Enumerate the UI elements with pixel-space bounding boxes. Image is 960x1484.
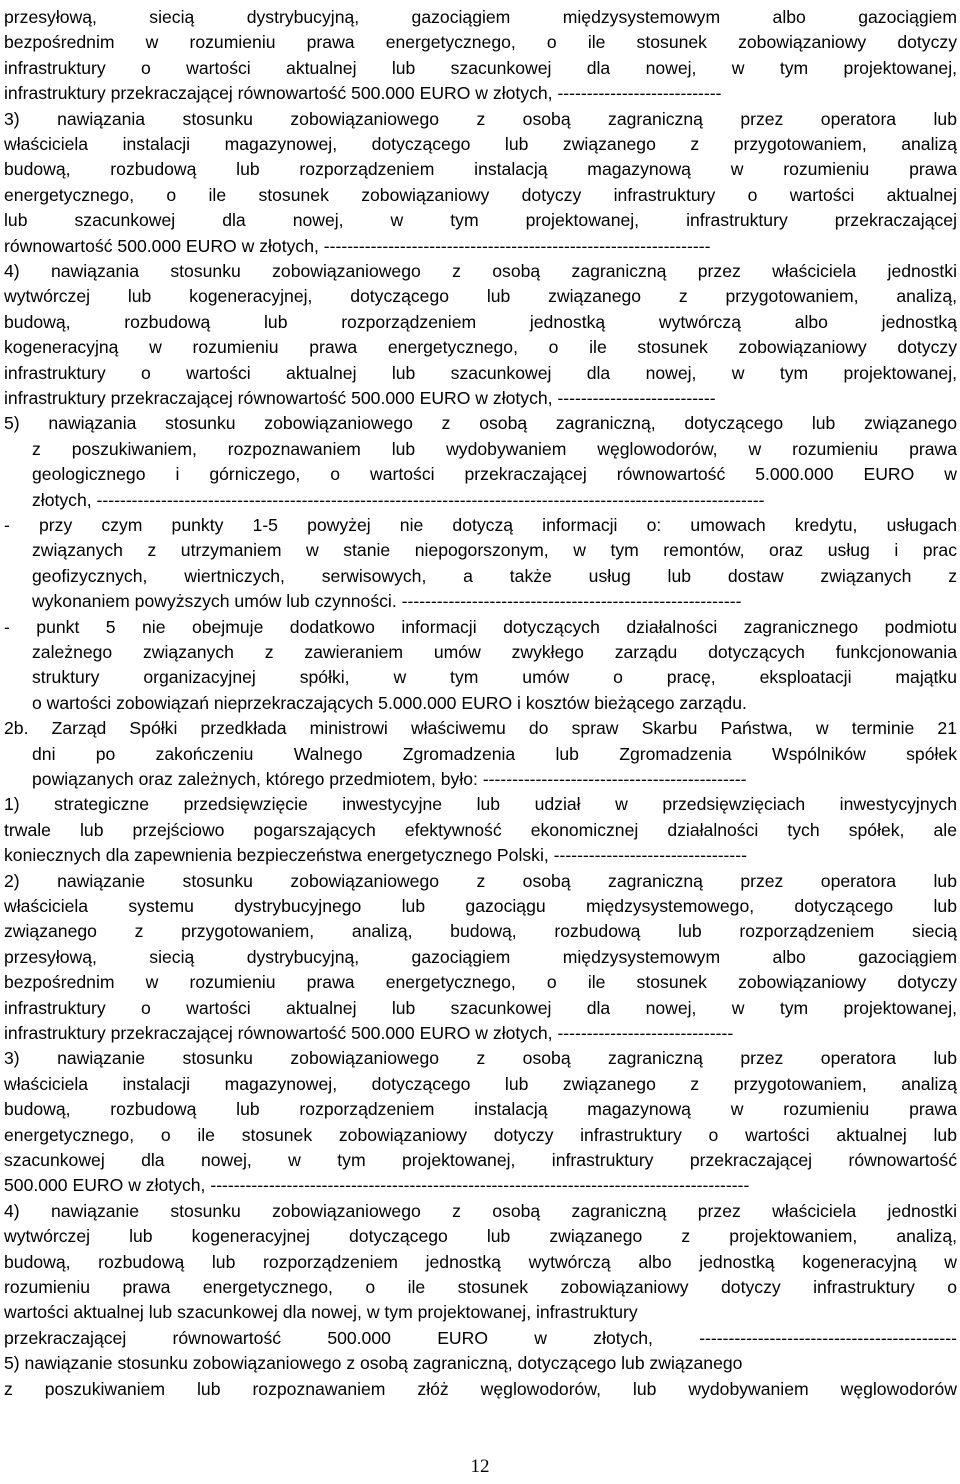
text-line: 500.000 EURO w złotych, -------------------------------------------------------------------------------------------- <box>4 1175 750 1196</box>
text-line: wartości aktualnej lub szacunkowej dla nowej, w tym projektowanej, infrastruktury <box>4 1302 638 1323</box>
text-line: dni po zakończeniu Walnego Zgromadzenia lub Zgromadzenia Wspólników spółek <box>32 743 957 764</box>
text-line: budową, rozbudową lub rozporządzeniem instalacją magazynową w rozumieniu prawa <box>4 1099 957 1120</box>
text-line: trwale lub przejściowo pogarszających efektywność ekonomicznej działalności tych spółek, ale <box>4 819 957 840</box>
text-line: budową, rozbudową lub rozporządzeniem instalacją magazynową w rozumieniu prawa <box>4 159 957 180</box>
text-line: infrastruktury przekraczającej równowartość 500.000 EURO w złotych, ---------------------------- <box>4 83 722 104</box>
text-line: właściciela instalacji magazynowej, dotyczącego lub związanego z przygotowaniem, analizą <box>4 1073 957 1094</box>
text-line: 3) nawiązania stosunku zobowiązaniowego z osobą zagraniczną przez operatora lub <box>4 108 957 129</box>
text-line: złotych, ------------------------------------------------------------------------------------------------------------------ <box>32 489 765 510</box>
text-line: 4) nawiązanie stosunku zobowiązaniowego z osobą zagraniczną przez właściciela jednostki <box>4 1200 957 1221</box>
text-line: - przy czym punkty 1-5 powyżej nie dotyczą informacji o: umowach kredytu, usługach <box>4 515 957 535</box>
text-line: przekraczającej równowartość 500.000 EURO w złotych, -------------------------------------------- <box>4 1327 957 1348</box>
text-line: powiązanych oraz zależnych, którego przedmiotem, było: --------------------------------------------- <box>32 769 747 789</box>
text-line: z poszukiwaniem lub rozpoznawaniem złóż węglowodorów, lub wydobywaniem węglowodorów <box>4 1378 957 1399</box>
text-line: infrastruktury o wartości aktualnej lub szacunkowej dla nowej, w tym projektowanej, <box>4 57 957 78</box>
text-line: bezpośrednim w rozumieniu prawa energetycznego, o ile stosunek zobowiązaniowy dotyczy <box>4 972 957 993</box>
text-line: wytwórczej lub kogeneracyjnej, dotyczącego lub związanego z przygotowaniem, analizą, <box>4 286 957 307</box>
text-line: struktury organizacyjnej spółki, w tym umów o pracę, eksploatacji majątku <box>32 667 957 688</box>
text-line: bezpośrednim w rozumieniu prawa energetycznego, o ile stosunek zobowiązaniowy dotyczy <box>4 32 957 53</box>
text-line: wykonaniem powyższych umów lub czynności. ---------------------------------------------------------- <box>32 591 742 612</box>
text-line: 2) nawiązanie stosunku zobowiązaniowego z osobą zagraniczną przez operatora lub <box>4 870 957 891</box>
text-line: kogeneracyjną w rozumieniu prawa energetycznego, o ile stosunek zobowiązaniowy dotyczy <box>4 337 957 358</box>
text-line: o wartości zobowiązań nieprzekraczających 5.000.000 EURO i kosztów bieżącego zarządu. <box>32 692 747 713</box>
text-line: związanych z utrzymaniem w stanie niepogorszonym, w tym remontów, oraz usług i prac <box>32 540 957 561</box>
text-line: z poszukiwaniem, rozpoznawaniem lub wydobywaniem węglowodorów, w rozumieniu prawa <box>32 438 957 459</box>
text-line: równowartość 500.000 EURO w złotych, ------------------------------------------------------------------ <box>4 235 711 256</box>
text-line: geofizycznych, wiertniczych, serwisowych, a także usług lub dostaw związanych z <box>32 565 957 586</box>
text-line: budową, rozbudową lub rozporządzeniem jednostką wytwórczą albo jednostką <box>4 311 957 332</box>
text-line: infrastruktury o wartości aktualnej lub szacunkowej dla nowej, w tym projektowanej, <box>4 997 957 1018</box>
text-line: zależnego związanych z zawieraniem umów zwykłego zarządu dotyczących funkcjonowania <box>32 642 957 662</box>
text-line: szacunkowej dla nowej, w tym projektowanej, infrastruktury przekraczającej równowartość <box>4 1150 957 1170</box>
text-line: infrastruktury przekraczającej równowartość 500.000 EURO w złotych, --------------------------- <box>4 388 716 408</box>
text-line: związanego z przygotowaniem, analizą, budową, rozbudową lub rozporządzeniem siecią <box>4 921 957 942</box>
text-line: 1) strategiczne przedsięwzięcie inwestycyjne lub udział w przedsięwzięciach inwestycyjnych <box>4 794 957 815</box>
text-line: lub szacunkowej dla nowej, w tym projektowanej, infrastruktury przekraczającej <box>4 210 957 231</box>
text-line: 5) nawiązanie stosunku zobowiązaniowego z osobą zagraniczną, dotyczącego lub związanego <box>4 1353 743 1374</box>
text-line: - punkt 5 nie obejmuje dodatkowo informacji dotyczących działalności zagranicznego podmiotu <box>4 616 957 637</box>
text-line: właściciela systemu dystrybucyjnego lub gazociągu międzysystemowego, dotyczącego lub <box>4 896 957 916</box>
text-line: energetycznego, o ile stosunek zobowiązaniowy dotyczy infrastruktury o wartości aktualnej lub <box>4 1124 957 1145</box>
text-line: 4) nawiązania stosunku zobowiązaniowego z osobą zagraniczną przez właściciela jednostki <box>4 261 957 281</box>
text-line: przesyłową, siecią dystrybucyjną, gazociągiem międzysystemowym albo gazociągiem <box>4 7 957 27</box>
text-line: energetycznego, o ile stosunek zobowiązaniowy dotyczy infrastruktury o wartości aktualnej <box>4 184 957 205</box>
text-line: infrastruktury o wartości aktualnej lub szacunkowej dla nowej, w tym projektowanej, <box>4 362 957 383</box>
text-line: rozumieniu prawa energetycznego, o ile stosunek zobowiązaniowy dotyczy infrastruktury o <box>4 1277 957 1297</box>
text-line: wytwórczej lub kogeneracyjnej dotyczącego lub związanego z projektowaniem, analizą, <box>4 1226 957 1247</box>
page-number: 12 <box>470 1456 490 1477</box>
text-line: przesyłową, siecią dystrybucyjną, gazociągiem międzysystemowym albo gazociągiem <box>4 946 957 967</box>
text-line: infrastruktury przekraczającej równowartość 500.000 EURO w złotych, ------------------------------ <box>4 1023 734 1043</box>
text-line: właściciela instalacji magazynowej, dotyczącego lub związanego z przygotowaniem, analizą <box>4 134 957 154</box>
text-line: budową, rozbudową lub rozporządzeniem jednostką wytwórczą albo jednostką kogeneracyjną w <box>4 1251 957 1272</box>
text-line: 5) nawiązania stosunku zobowiązaniowego z osobą zagraniczną, dotyczącego lub związanego <box>4 413 957 434</box>
text-line: geologicznego i górniczego, o wartości przekraczającej równowartość 5.000.000 EURO w <box>32 464 957 485</box>
text-line: 3) nawiązanie stosunku zobowiązaniowego z osobą zagraniczną przez operatora lub <box>4 1048 957 1069</box>
text-line: 2b. Zarząd Spółki przedkłada ministrowi właściwemu do spraw Skarbu Państwa, w terminie 21 <box>4 718 957 739</box>
text-line: koniecznych dla zapewnienia bezpieczeństwa energetycznego Polski, --------------------------------- <box>4 845 747 866</box>
